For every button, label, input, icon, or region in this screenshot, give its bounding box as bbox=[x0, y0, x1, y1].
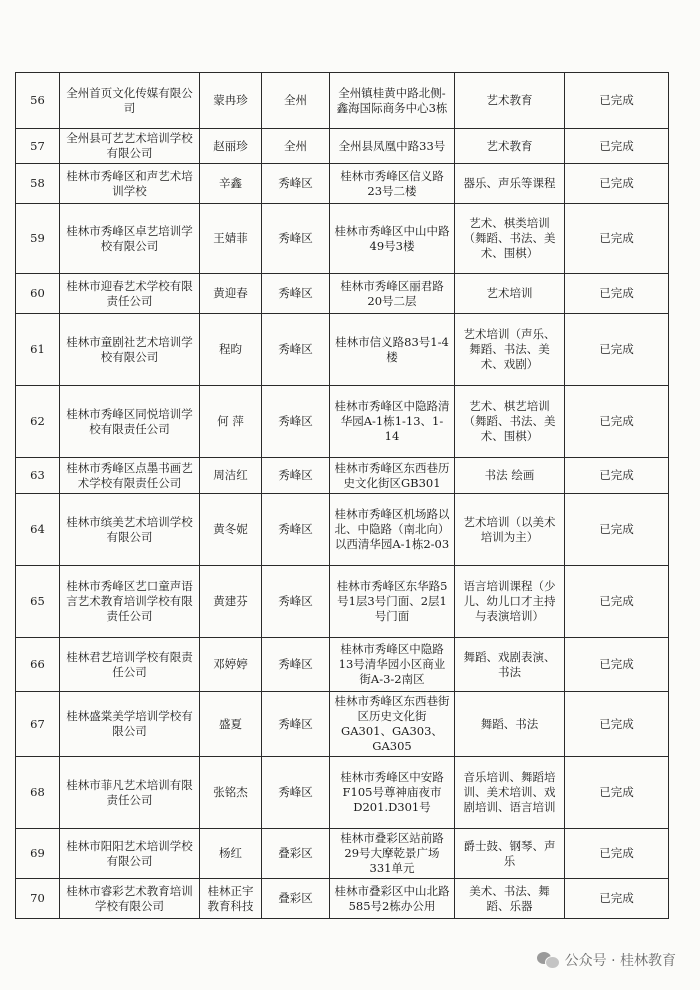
legal-person-cell: 黄迎春 bbox=[200, 274, 262, 314]
row-number-cell: 69 bbox=[16, 829, 60, 879]
district-cell: 全州 bbox=[262, 73, 330, 129]
district-cell: 叠彩区 bbox=[262, 879, 330, 919]
table-row bbox=[16, 879, 669, 919]
status-cell: 已完成 bbox=[565, 73, 669, 129]
legal-person-cell: 黄建芬 bbox=[200, 566, 262, 638]
institution-name-cell: 桂林市秀峰区卓艺培训学校有限公司 bbox=[60, 204, 200, 274]
legal-person-cell: 蒙冉珍 bbox=[200, 73, 262, 129]
address-cell: 桂林市秀峰区机场路以北、中隐路（南北向）以西清华园A-1栋2-03 bbox=[330, 494, 455, 566]
status-cell: 已完成 bbox=[565, 164, 669, 204]
district-cell: 秀峰区 bbox=[262, 757, 330, 829]
institution-name-cell: 桂林市童剧社艺术培训学校有限公司 bbox=[60, 314, 200, 386]
institution-name-cell: 桂林市睿彩艺术教育培训学校有限公司 bbox=[60, 879, 200, 919]
table-row bbox=[16, 566, 669, 638]
status-cell: 已完成 bbox=[565, 204, 669, 274]
table-row bbox=[16, 757, 669, 829]
address-cell: 桂林市叠彩区中山北路585号2栋办公用 bbox=[330, 879, 455, 919]
course-cell: 舞蹈、戏剧表演、书法 bbox=[455, 638, 565, 692]
status-cell: 已完成 bbox=[565, 494, 669, 566]
course-cell: 艺术、棋类培训（舞蹈、书法、美术、围棋） bbox=[455, 204, 565, 274]
institution-name-cell: 桂林市秀峰区点墨书画艺术学校有限责任公司 bbox=[60, 458, 200, 494]
status-cell: 已完成 bbox=[565, 757, 669, 829]
row-number-cell: 63 bbox=[16, 458, 60, 494]
table-row bbox=[16, 129, 669, 164]
legal-person-cell: 程昀 bbox=[200, 314, 262, 386]
legal-person-cell: 周洁红 bbox=[200, 458, 262, 494]
course-cell: 美术、书法、舞蹈、乐器 bbox=[455, 879, 565, 919]
district-cell: 叠彩区 bbox=[262, 829, 330, 879]
table-body bbox=[16, 73, 669, 919]
legal-person-cell: 辛鑫 bbox=[200, 164, 262, 204]
row-number-cell: 59 bbox=[16, 204, 60, 274]
legal-person-cell: 邓婷婷 bbox=[200, 638, 262, 692]
address-cell: 桂林市秀峰区东西巷街区历史文化街GA301、GA303、GA305 bbox=[330, 692, 455, 757]
row-number-cell: 58 bbox=[16, 164, 60, 204]
table-row bbox=[16, 314, 669, 386]
row-number-cell: 70 bbox=[16, 879, 60, 919]
district-cell: 秀峰区 bbox=[262, 164, 330, 204]
legal-person-cell: 桂林正宇教育科技 bbox=[200, 879, 262, 919]
district-cell: 秀峰区 bbox=[262, 458, 330, 494]
row-number-cell: 56 bbox=[16, 73, 60, 129]
table-row bbox=[16, 274, 669, 314]
address-cell: 桂林市秀峰区东西巷历史文化街区GB301 bbox=[330, 458, 455, 494]
district-cell: 秀峰区 bbox=[262, 274, 330, 314]
table-row bbox=[16, 638, 669, 692]
wechat-icon bbox=[537, 950, 559, 970]
watermark-text: 公众号 · 桂林教育 bbox=[564, 953, 676, 969]
course-cell: 艺术培训（以美术培训为主） bbox=[455, 494, 565, 566]
district-cell: 秀峰区 bbox=[262, 692, 330, 757]
address-cell: 桂林市秀峰区中山中路49号3楼 bbox=[330, 204, 455, 274]
table-row bbox=[16, 458, 669, 494]
table-row bbox=[16, 204, 669, 274]
course-cell: 爵士鼓、钢琴、声乐 bbox=[455, 829, 565, 879]
row-number-cell: 62 bbox=[16, 386, 60, 458]
institution-name-cell: 桂林市秀峰区艺口童声语言艺术教育培训学校有限责任公司 bbox=[60, 566, 200, 638]
row-number-cell: 66 bbox=[16, 638, 60, 692]
status-cell: 已完成 bbox=[565, 458, 669, 494]
district-cell: 秀峰区 bbox=[262, 204, 330, 274]
address-cell: 全州镇桂黄中路北侧-鑫海国际商务中心3栋 bbox=[330, 73, 455, 129]
status-cell: 已完成 bbox=[565, 314, 669, 386]
district-cell: 秀峰区 bbox=[262, 638, 330, 692]
institution-name-cell: 桂林市缤美艺术培训学校有限公司 bbox=[60, 494, 200, 566]
institution-name-cell: 桂林市迎春艺术学校有限责任公司 bbox=[60, 274, 200, 314]
status-cell: 已完成 bbox=[565, 274, 669, 314]
table-row bbox=[16, 692, 669, 757]
district-cell: 全州 bbox=[262, 129, 330, 164]
table-row bbox=[16, 164, 669, 204]
institution-table bbox=[15, 72, 669, 919]
address-cell: 桂林市秀峰区东华路5号1层3号门面、2层1号门面 bbox=[330, 566, 455, 638]
course-cell: 艺术、棋艺培训（舞蹈、书法、美术、围棋） bbox=[455, 386, 565, 458]
status-cell: 已完成 bbox=[565, 829, 669, 879]
address-cell: 桂林市信义路83号1-4楼 bbox=[330, 314, 455, 386]
watermark bbox=[537, 950, 676, 970]
legal-person-cell: 张铭杰 bbox=[200, 757, 262, 829]
row-number-cell: 57 bbox=[16, 129, 60, 164]
course-cell: 艺术教育 bbox=[455, 73, 565, 129]
institution-name-cell: 桂林市菲凡艺术培训有限责任公司 bbox=[60, 757, 200, 829]
district-cell: 秀峰区 bbox=[262, 566, 330, 638]
course-cell: 艺术培训 bbox=[455, 274, 565, 314]
address-cell: 全州县凤凰中路33号 bbox=[330, 129, 455, 164]
course-cell: 语言培训课程（少儿、幼儿口才主持与表演培训） bbox=[455, 566, 565, 638]
course-cell: 舞蹈、书法 bbox=[455, 692, 565, 757]
address-cell: 桂林市叠彩区站前路29号大摩乾景广场331单元 bbox=[330, 829, 455, 879]
address-cell: 桂林市秀峰区丽君路20号二层 bbox=[330, 274, 455, 314]
institution-name-cell: 全州首页文化传媒有限公司 bbox=[60, 73, 200, 129]
row-number-cell: 60 bbox=[16, 274, 60, 314]
course-cell: 艺术培训（声乐、舞蹈、书法、美术、戏剧） bbox=[455, 314, 565, 386]
status-cell: 已完成 bbox=[565, 129, 669, 164]
status-cell: 已完成 bbox=[565, 386, 669, 458]
institution-name-cell: 桂林市阳阳艺术培训学校有限公司 bbox=[60, 829, 200, 879]
table-row bbox=[16, 829, 669, 879]
legal-person-cell: 赵丽珍 bbox=[200, 129, 262, 164]
legal-person-cell: 杨红 bbox=[200, 829, 262, 879]
address-cell: 桂林市秀峰区中隐路13号清华园小区商业街A-3-2南区 bbox=[330, 638, 455, 692]
legal-person-cell: 何 萍 bbox=[200, 386, 262, 458]
table-row bbox=[16, 386, 669, 458]
district-cell: 秀峰区 bbox=[262, 386, 330, 458]
district-cell: 秀峰区 bbox=[262, 314, 330, 386]
institution-name-cell: 桂林君艺培训学校有限责任公司 bbox=[60, 638, 200, 692]
institution-name-cell: 桂林盛棠美学培训学校有限公司 bbox=[60, 692, 200, 757]
course-cell: 艺术教育 bbox=[455, 129, 565, 164]
course-cell: 书法 绘画 bbox=[455, 458, 565, 494]
address-cell: 桂林市秀峰区中安路F105号尊神庙夜市D201.D301号 bbox=[330, 757, 455, 829]
status-cell: 已完成 bbox=[565, 566, 669, 638]
row-number-cell: 67 bbox=[16, 692, 60, 757]
row-number-cell: 65 bbox=[16, 566, 60, 638]
status-cell: 已完成 bbox=[565, 879, 669, 919]
institution-name-cell: 桂林市秀峰区和声艺术培训学校 bbox=[60, 164, 200, 204]
institution-name-cell: 桂林市秀峰区同悦培训学校有限责任公司 bbox=[60, 386, 200, 458]
legal-person-cell: 王婧菲 bbox=[200, 204, 262, 274]
address-cell: 桂林市秀峰区中隐路清华园A-1栋1-13、1-14 bbox=[330, 386, 455, 458]
status-cell: 已完成 bbox=[565, 692, 669, 757]
institution-name-cell: 全州县可艺艺术培训学校有限公司 bbox=[60, 129, 200, 164]
course-cell: 器乐、声乐等课程 bbox=[455, 164, 565, 204]
course-cell: 音乐培训、舞蹈培训、美术培训、戏剧培训、语言培训 bbox=[455, 757, 565, 829]
legal-person-cell: 盛夏 bbox=[200, 692, 262, 757]
district-cell: 秀峰区 bbox=[262, 494, 330, 566]
table-row bbox=[16, 494, 669, 566]
status-cell: 已完成 bbox=[565, 638, 669, 692]
row-number-cell: 64 bbox=[16, 494, 60, 566]
row-number-cell: 68 bbox=[16, 757, 60, 829]
table-row bbox=[16, 73, 669, 129]
legal-person-cell: 黄冬妮 bbox=[200, 494, 262, 566]
row-number-cell: 61 bbox=[16, 314, 60, 386]
address-cell: 桂林市秀峰区信义路23号二楼 bbox=[330, 164, 455, 204]
